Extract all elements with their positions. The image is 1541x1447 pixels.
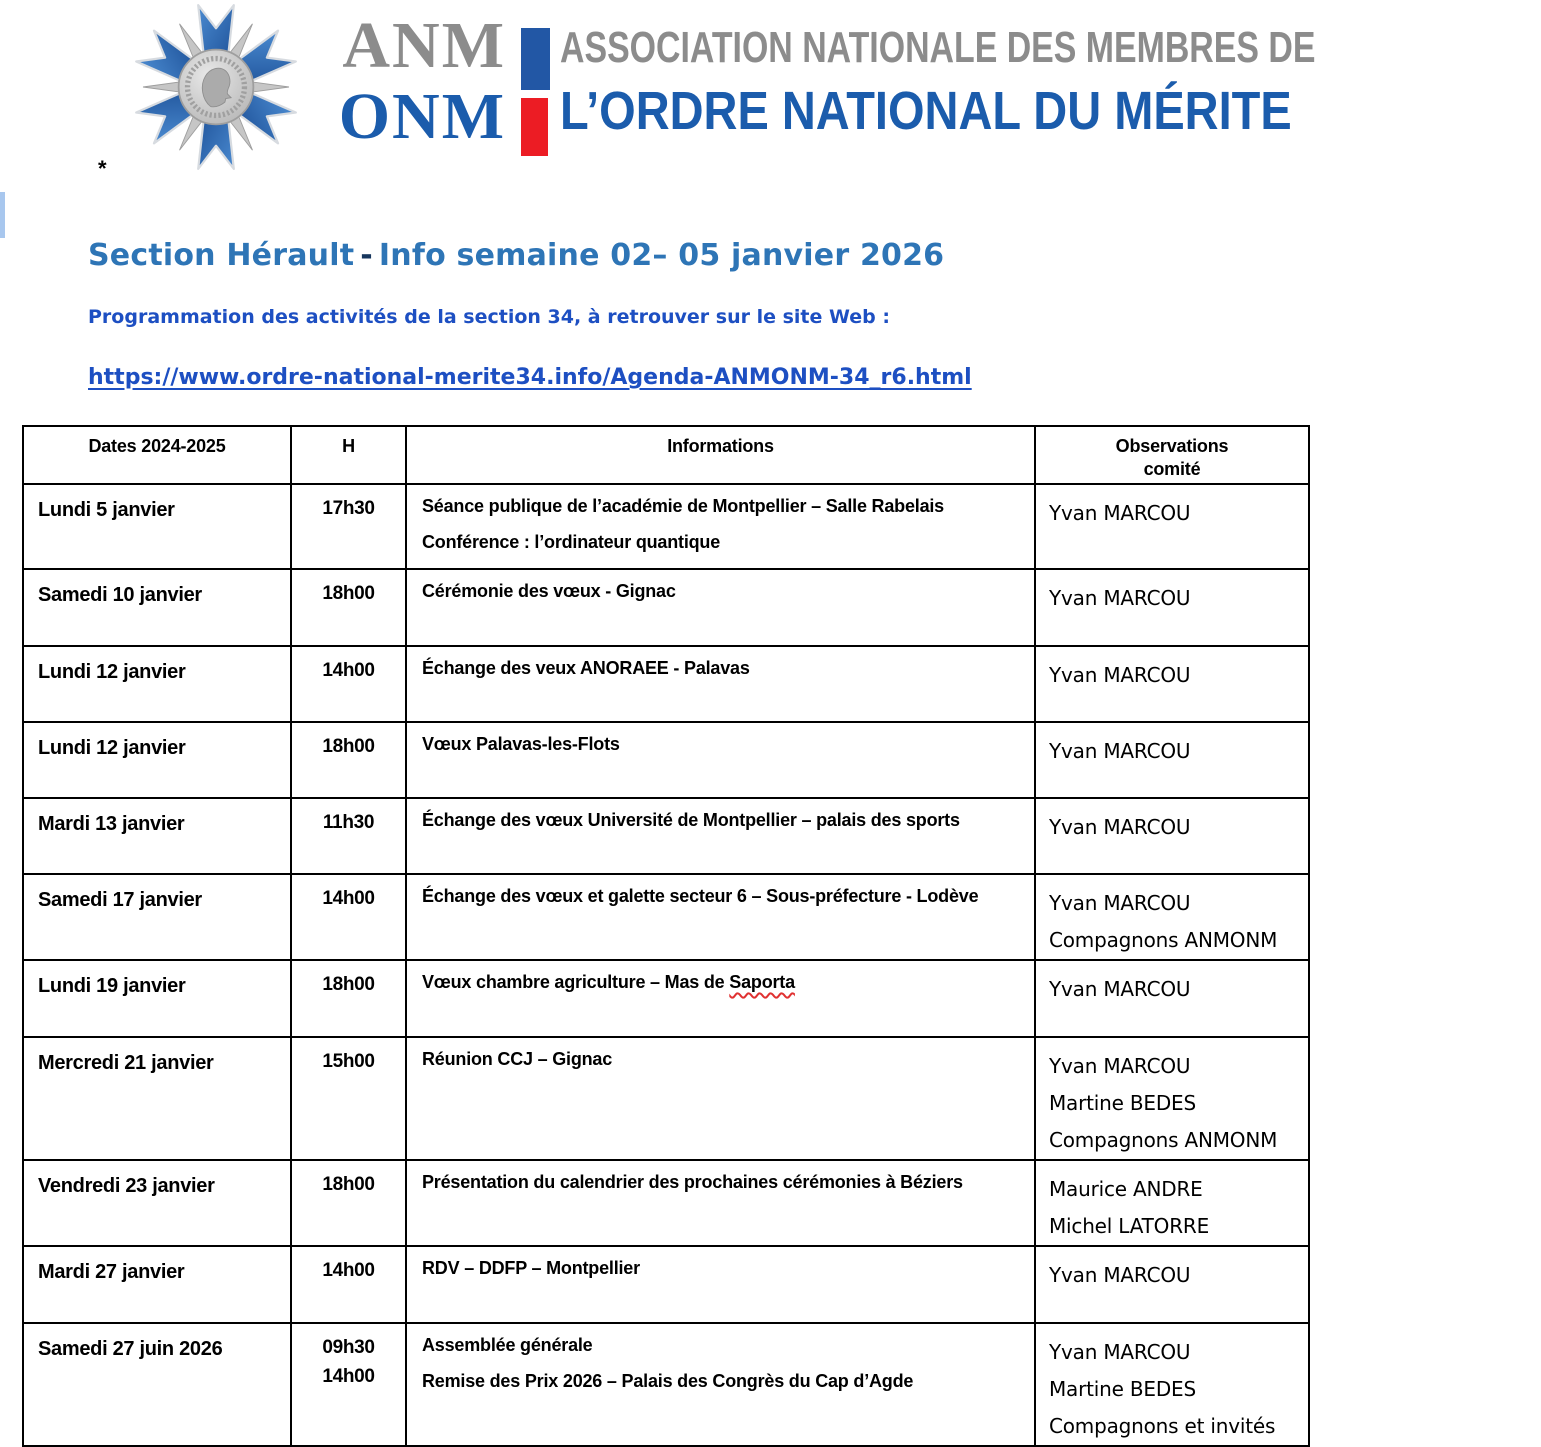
observations-cell: [1035, 484, 1309, 569]
info-cell: [406, 1160, 1035, 1246]
observations-cell: [1035, 1037, 1309, 1160]
table-row: [23, 960, 1309, 1037]
info-line: Échange des vœux et galette secteur 6 – Sous-préfecture - Lodève: [422, 886, 979, 906]
info-text: Vœux chambre agriculture – Mas de: [422, 972, 730, 992]
observations-cell: [1035, 569, 1309, 646]
observations-cell: [1035, 874, 1309, 960]
info-line: Séance publique de l’académie de Montpellier – Salle Rabelais: [422, 496, 944, 516]
obs-line: Compagnons et invités: [1049, 1414, 1276, 1438]
info-line: Remise des Prix 2026 – Palais des Congrès du Cap d’Agde: [422, 1371, 914, 1391]
header-observations-line2: comité: [1143, 459, 1201, 479]
observations-cell: [1035, 1246, 1309, 1323]
agenda-table: [22, 425, 1310, 1447]
time-cell: 14h00: [291, 1246, 406, 1323]
table-row: [23, 874, 1309, 960]
info-cell: [406, 960, 1035, 1037]
obs-line: Compagnons ANMONM: [1049, 1128, 1278, 1152]
time-cell: 15h00: [291, 1037, 406, 1160]
logo-anm-text: ANM: [342, 9, 506, 82]
header-dates: Dates 2024-2025: [23, 426, 291, 484]
blue-bar: [521, 28, 550, 90]
agenda-link[interactable]: https://www.ordre-national-merite34.info/Agenda-ANMONM-34_r6.html: [88, 365, 972, 390]
obs-line: Yvan MARCOU: [1049, 815, 1191, 839]
date-cell: Lundi 19 janvier: [23, 960, 291, 1037]
logo-acronyms: [322, 10, 506, 152]
table-row: [23, 1246, 1309, 1323]
info-line: Échange des veux ANORAEE - Palavas: [422, 658, 750, 678]
date-cell: Lundi 12 janvier: [23, 722, 291, 798]
obs-line: Martine BEDES: [1049, 1091, 1196, 1115]
info-line: Cérémonie des vœux - Gignac: [422, 581, 676, 601]
table-row: [23, 722, 1309, 798]
table-row: [23, 1037, 1309, 1160]
date-cell: Vendredi 23 janvier: [23, 1160, 291, 1246]
observations-cell: [1035, 798, 1309, 874]
time-cell: 18h00: [291, 569, 406, 646]
info-cell: [406, 1323, 1035, 1446]
footnote-asterisk: *: [98, 156, 107, 181]
page-edge-fragment: [0, 192, 5, 238]
info-cell: [406, 484, 1035, 569]
page-title-section: Section Hérault: [88, 238, 355, 273]
obs-line: Yvan MARCOU: [1049, 663, 1191, 687]
date-cell: Lundi 5 janvier: [23, 484, 291, 569]
time-line: 09h30: [322, 1337, 375, 1358]
date-cell: Samedi 17 janvier: [23, 874, 291, 960]
obs-line: Martine BEDES: [1049, 1377, 1196, 1401]
date-cell: Lundi 12 janvier: [23, 646, 291, 722]
page-title-week: Info semaine 02– 05 janvier 2026: [378, 238, 945, 273]
spellcheck-underlined-word: Saporta: [729, 972, 795, 992]
time-cell: [291, 1323, 406, 1446]
obs-line: Yvan MARCOU: [1049, 586, 1191, 610]
obs-line: Yvan MARCOU: [1049, 977, 1191, 1001]
onm-medal-icon: [112, 0, 320, 176]
obs-line: Yvan MARCOU: [1049, 1263, 1191, 1287]
info-cell: [406, 1037, 1035, 1160]
observations-cell: [1035, 1160, 1309, 1246]
time-cell: 18h00: [291, 960, 406, 1037]
org-name-line2: L’ORDRE NATIONAL DU MÉRITE: [560, 81, 1292, 141]
time-cell: 18h00: [291, 722, 406, 798]
info-line: Vœux Palavas-les-Flots: [422, 734, 620, 754]
table-header-row: [23, 426, 1309, 484]
obs-line: Yvan MARCOU: [1049, 739, 1191, 763]
time-cell: 17h30: [291, 484, 406, 569]
info-cell: [406, 646, 1035, 722]
logo-onm-text: ONM: [338, 80, 506, 153]
info-line: Réunion CCJ – Gignac: [422, 1049, 613, 1069]
observations-cell: [1035, 1323, 1309, 1446]
table-row: [23, 646, 1309, 722]
obs-line: Yvan MARCOU: [1049, 1340, 1191, 1364]
time-cell: 14h00: [291, 874, 406, 960]
obs-line: Yvan MARCOU: [1049, 1054, 1191, 1078]
date-cell: Samedi 10 janvier: [23, 569, 291, 646]
info-cell: [406, 1246, 1035, 1323]
obs-line: Yvan MARCOU: [1049, 891, 1191, 915]
info-cell: [406, 722, 1035, 798]
page-title: [88, 238, 1318, 273]
red-bar: [521, 98, 548, 156]
date-cell: Mardi 27 janvier: [23, 1246, 291, 1323]
info-cell: [406, 798, 1035, 874]
header-observations-line1: Observations: [1115, 436, 1229, 456]
time-cell: 14h00: [291, 646, 406, 722]
observations-cell: [1035, 646, 1309, 722]
document-body: [88, 238, 1318, 390]
table-row: [23, 798, 1309, 874]
table-row: [23, 569, 1309, 646]
info-line: [422, 972, 1024, 993]
date-cell: Mardi 13 janvier: [23, 798, 291, 874]
date-cell: Mercredi 21 janvier: [23, 1037, 291, 1160]
page-subtitle: Programmation des activités de la section 34, à retrouver sur le site Web :: [88, 306, 890, 328]
table-row: [23, 484, 1309, 569]
info-cell: [406, 874, 1035, 960]
obs-line: Maurice ANDRE: [1049, 1177, 1203, 1201]
logo-organisation-name: [560, 22, 1541, 142]
header-observations: [1035, 426, 1309, 484]
time-cell: 18h00: [291, 1160, 406, 1246]
flag-bars: [521, 28, 551, 156]
info-line: RDV – DDFP – Montpellier: [422, 1258, 640, 1278]
info-line: Assemblée générale: [422, 1335, 593, 1355]
obs-line: Michel LATORRE: [1049, 1214, 1210, 1238]
observations-cell: [1035, 722, 1309, 798]
obs-line: Yvan MARCOU: [1049, 501, 1191, 525]
observations-cell: [1035, 960, 1309, 1037]
date-cell: Samedi 27 juin 2026: [23, 1323, 291, 1446]
header-hour: H: [291, 426, 406, 484]
time-line: 14h00: [322, 1366, 375, 1387]
page-title-separator: -: [360, 238, 373, 273]
time-cell: 11h30: [291, 798, 406, 874]
info-line: Présentation du calendrier des prochaines cérémonies à Béziers: [422, 1172, 963, 1192]
table-row: [23, 1323, 1309, 1446]
info-line: Échange des vœux Université de Montpellier – palais des sports: [422, 810, 960, 830]
header-informations: Informations: [406, 426, 1035, 484]
org-name-line1: ASSOCIATION NATIONALE DES MEMBRES DE: [560, 23, 1316, 72]
info-line: Conférence : l’ordinateur quantique: [422, 532, 721, 552]
info-cell: [406, 569, 1035, 646]
table-row: [23, 1160, 1309, 1246]
obs-line: Compagnons ANMONM: [1049, 928, 1278, 952]
